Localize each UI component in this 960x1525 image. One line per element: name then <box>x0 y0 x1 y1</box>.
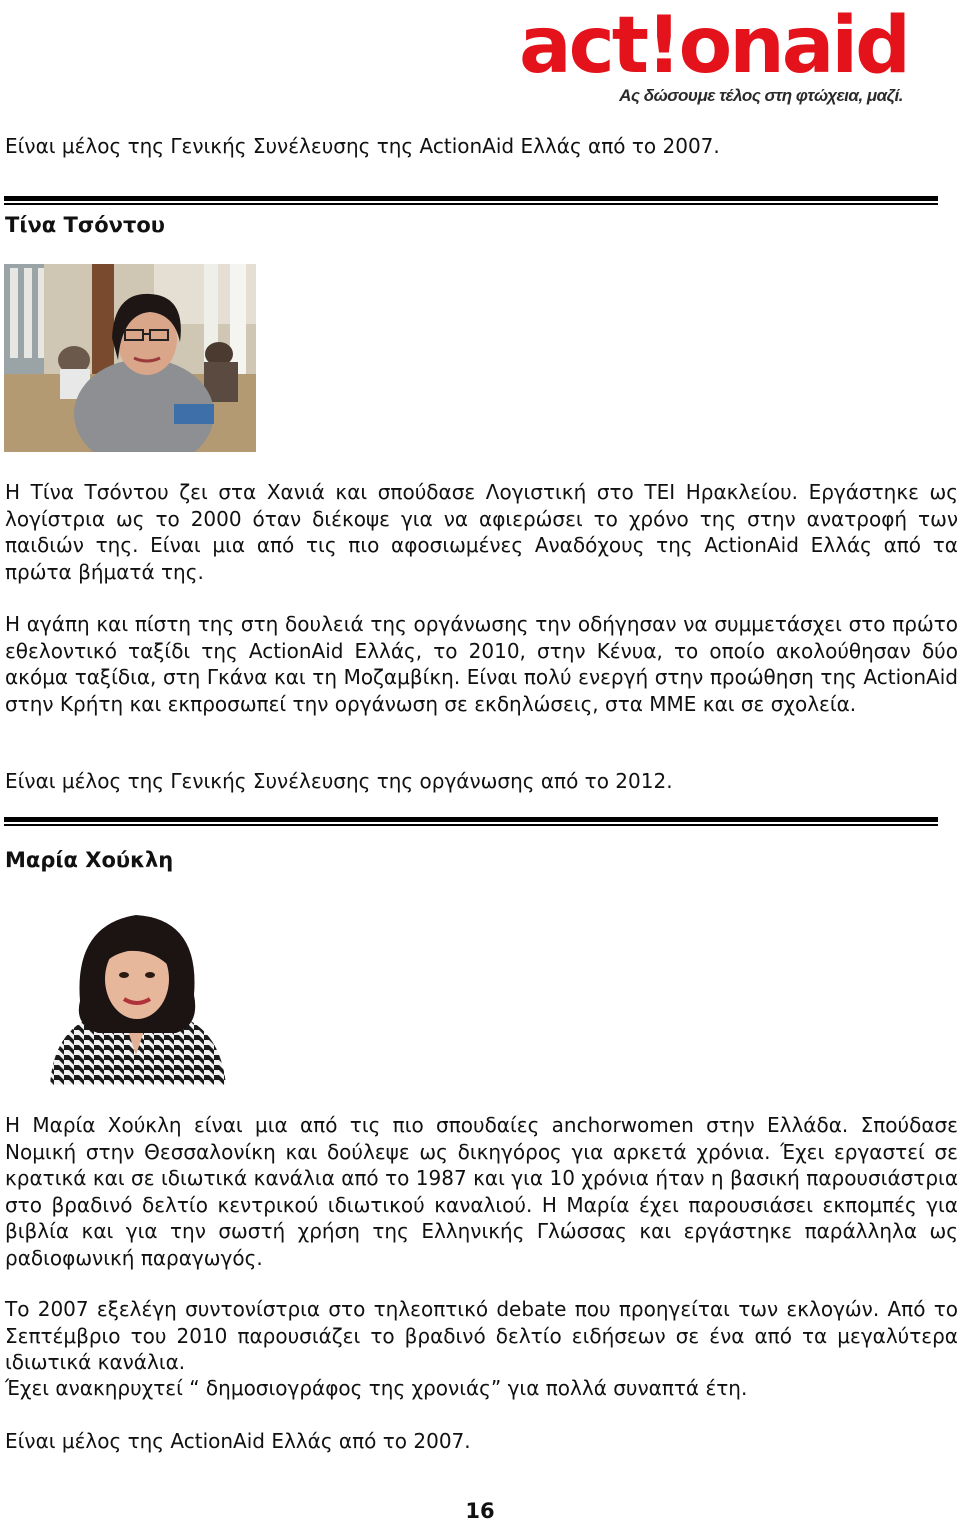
logo-wordmark: act!onaid <box>518 1 908 91</box>
maria-paragraph-3: Έχει ανακηρυχτεί “ δημοσιογράφος της χρονιάς” για πολλά συναπτά έτη. <box>5 1376 748 1400</box>
section-divider <box>4 196 938 205</box>
tina-paragraph-1: Η Τίνα Τσόντου ζει στα Χανιά και σπούδασε Λογιστική στο ΤΕΙ Ηρακλείου. Εργάστηκε ως λογίστρια ως το 2000 όταν διέκοψε για να αφιερώσει το χρόνο της στην ανατροφή των παιδιών της. Είναι μια από τις πιο αφοσιωμένες Αναδόχους της ActionAid Ελλάς από τα πρώτα βήματά της. <box>5 480 958 584</box>
section-heading-maria: Μαρία Χούκλη <box>5 848 174 872</box>
maria-paragraph-2: Το 2007 εξελέγη συντονίστρια στο τηλεοπτικό debate που προηγείται των εκλογών. Από το Σεπτέμβριο του 2010 παρουσιάζει το βραδινό δελτίο ειδήσεων σε ένα από τα μεγαλύτερα ιδιωτικά κανάλια. <box>5 1297 958 1374</box>
photo-maria-houkli <box>44 905 230 1085</box>
tina-paragraph-2: Η αγάπη και πίστη της στη δουλειά της οργάνωσης την οδήγησαν να συμμετάσχει στο πρώτο εθελοντικό ταξίδι της ActionAid Ελλάς, το 2010, στην Κένυα, το οποίο ακολούθησαν δύο ακόμα ταξίδια, στη Γκάνα και τη Μοζαμβίκη. Είναι πολύ ενεργή στην προώθηση της ActionAid στην Κρήτη και εκπροσωπεί την οργάνωση σε εκδηλώσεις, στα ΜΜΕ και σε σχολεία. <box>5 612 958 716</box>
section-divider <box>4 817 938 826</box>
maria-paragraph-4: Είναι μέλος της ActionAid Ελλάς από το 2007. <box>5 1429 471 1453</box>
tina-paragraph-3: Είναι μέλος της Γενικής Συνέλευσης της οργάνωσης από το 2012. <box>5 769 673 793</box>
actionaid-logo <box>488 1 933 106</box>
section-heading-tina: Τίνα Τσόντου <box>5 213 165 237</box>
logo-tagline: Ας δώσουμε τέλος στη φτώχεια, μαζί. <box>619 86 903 105</box>
maria-paragraph-1: Η Μαρία Χούκλη είναι μια από τις πιο σπουδαίες anchorwomen στην Ελλάδα. Σπούδασε Νομική στην Θεσσαλονίκη και δούλεψε ως δικηγόρος για αρκετά χρόνια. Έχει εργαστεί σε κρατικά και σε ιδιωτικά κανάλια από το 1987 και για 10 χρόνια ήταν η βασική παρουσιάστρια στο βραδινό δελτίο κεντρικού ιδιωτικού καναλιού. Η Μαρία έχει παρουσιάσει εκπομπές για βιβλία και για την σωστή χρήση της Ελληνικής Γλώσσας και εργάστηκε παράλληλα ως ραδιοφωνική παραγωγός. <box>5 1113 958 1270</box>
photo-tina-tsontou <box>4 264 256 452</box>
page-number: 16 <box>465 1499 495 1523</box>
intro-member-text: Είναι μέλος της Γενικής Συνέλευσης της ActionAid Ελλάς από το 2007. <box>5 134 720 158</box>
